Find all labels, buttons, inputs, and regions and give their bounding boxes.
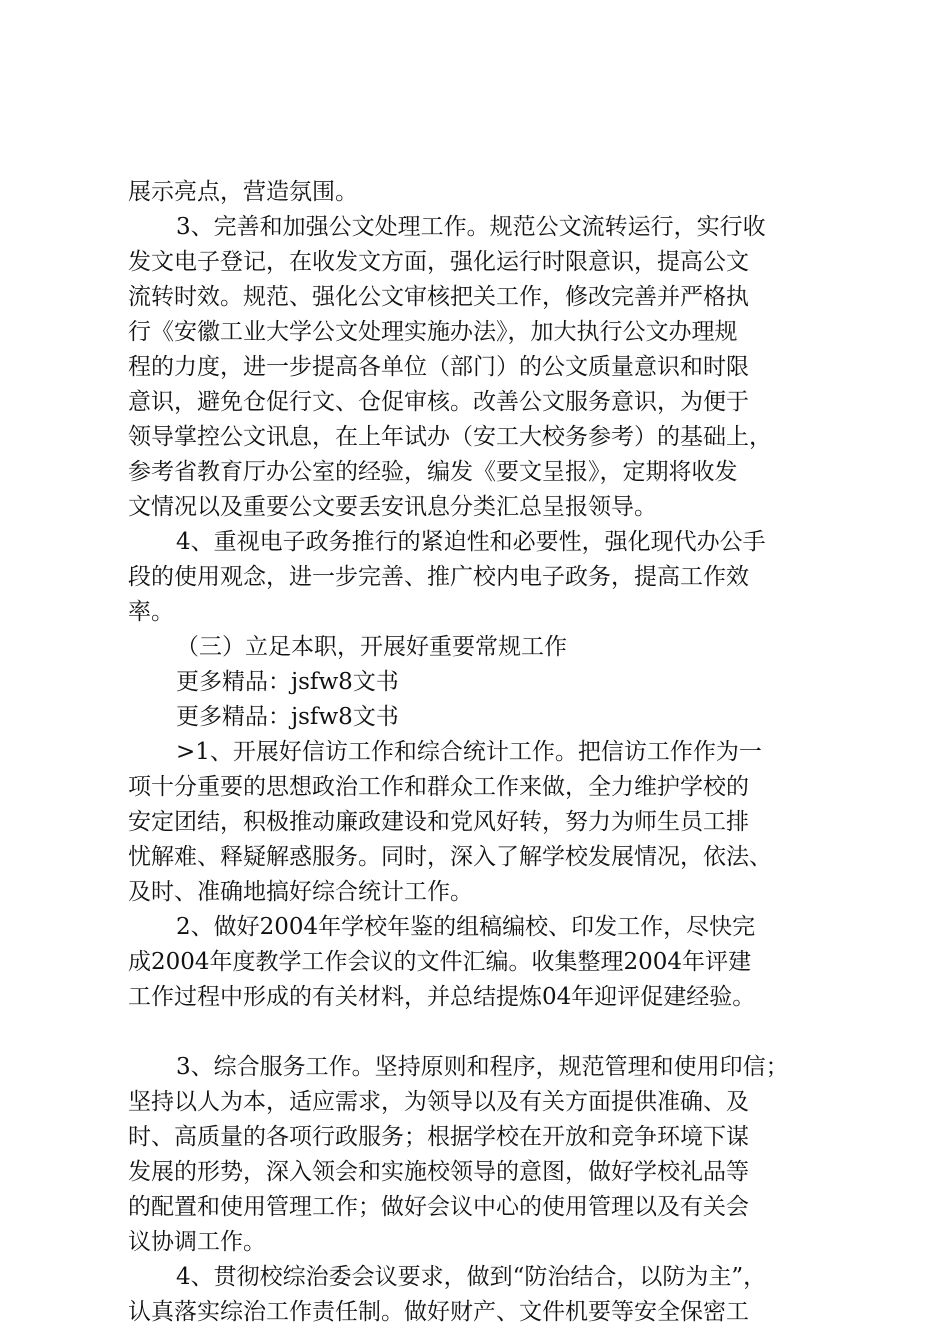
promo-line: 更多精品：jsfw8文书 xyxy=(176,704,399,730)
text-line: 程的力度，进一步提高各单位（部门）的公文质量意识和时限 xyxy=(128,354,749,380)
text-line: 发文电子登记，在收发文方面，强化运行时限意识，提高公文 xyxy=(128,249,749,275)
text-line: 安定团结，积极推动廉政建设和党风好转，努力为师生员工排 xyxy=(128,809,749,835)
text-line: 项十分重要的思想政治工作和群众工作来做，全力维护学校的 xyxy=(128,774,749,800)
text-line: 时、高质量的各项行政服务；根据学校在开放和竞争环境下谋 xyxy=(128,1124,749,1150)
text-line: 2、做好2004年学校年鉴的组稿编校、印发工作，尽快完 xyxy=(176,914,756,940)
text-line: 发展的形势，深入领会和实施校领导的意图，做好学校礼品等 xyxy=(128,1159,749,1185)
text-line: 领导掌控公文讯息，在上年试办（安工大校务参考）的基础上， xyxy=(128,424,772,450)
text-line: 忧解难、释疑解惑服务。同时，深入了解学校发展情况，依法、 xyxy=(128,844,772,870)
text-line: 4、贯彻校综治委会议要求，做到“防治结合，以防为主”， xyxy=(176,1264,767,1290)
text-line: 及时、准确地搞好综合统计工作。 xyxy=(128,879,473,905)
promo-line: 更多精品：jsfw8文书 xyxy=(176,669,399,695)
text-line: 率。 xyxy=(128,599,174,625)
text-line: 工作过程中形成的有关材料，并总结提炼04年迎评促建经验。 xyxy=(128,984,756,1010)
text-line: 议协调工作。 xyxy=(128,1229,266,1255)
text-line: 成2004年度教学工作会议的文件汇编。收集整理2004年评建 xyxy=(128,949,752,975)
text-line: >1、开展好信访工作和综合统计工作。把信访工作作为一 xyxy=(176,739,762,765)
text-line: 文情况以及重要公文要丢安讯息分类汇总呈报领导。 xyxy=(128,494,657,520)
section-heading: （三）立足本职，开展好重要常规工作 xyxy=(176,634,567,660)
text-line: 展示亮点，营造氛围。 xyxy=(128,179,358,205)
text-line: 3、完善和加强公文处理工作。规范公文流转运行，实行收 xyxy=(176,214,766,240)
text-line: 行《安徽工业大学公文处理实施办法》，加大执行公文办理规 xyxy=(128,319,738,345)
text-line: 的配置和使用管理工作；做好会议中心的使用管理以及有关会 xyxy=(128,1194,749,1220)
text-line: 认真落实综治工作责任制。做好财产、文件机要等安全保密工 xyxy=(128,1299,749,1325)
text-line: 段的使用观念，进一步完善、推广校内电子政务，提高工作效 xyxy=(128,564,749,590)
text-line: 坚持以人为本，适应需求，为领导以及有关方面提供准确、及 xyxy=(128,1089,749,1115)
text-line: 4、重视电子政务推行的紧迫性和必要性，强化现代办公手 xyxy=(176,529,766,555)
text-line: 意识，避免仓促行文、仓促审核。改善公文服务意识，为便于 xyxy=(128,389,749,415)
text-line: 参考省教育厅办公室的经验，编发《要文呈报》，定期将收发 xyxy=(128,459,738,485)
text-line: 流转时效。规范、强化公文审核把关工作，修改完善并严格执 xyxy=(128,284,749,310)
text-line: 3、综合服务工作。坚持原则和程序，规范管理和使用印信； xyxy=(176,1054,789,1080)
